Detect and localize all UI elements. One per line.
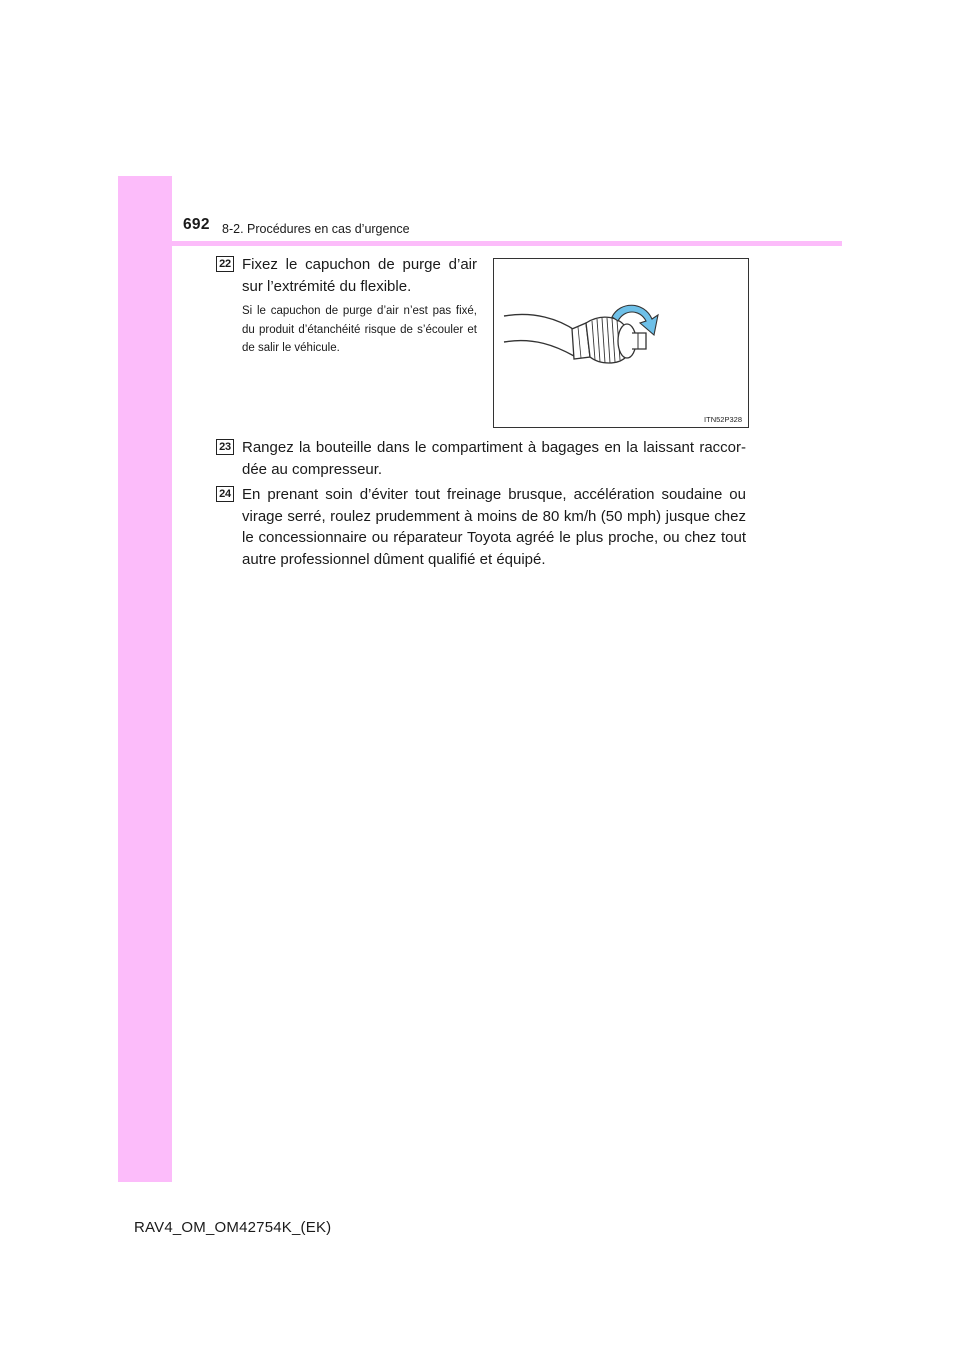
step-number-badge: 24 <box>216 486 234 502</box>
side-accent-band <box>118 176 172 1182</box>
step-instruction: Rangez la bouteille dans le compartiment à bagages en la laissant raccor-dée au compresseur. <box>242 439 746 478</box>
hose-cap-illustration <box>494 259 748 427</box>
figure-code: ITN52P328 <box>704 415 742 424</box>
step-number-badge: 22 <box>216 256 234 272</box>
header-rule <box>118 241 842 246</box>
document-code: RAV4_OM_OM42754K_(EK) <box>134 1219 332 1236</box>
step-instruction: En prenant soin d’éviter tout freinage brusque, accélération soudaine ou virage serré, roulez prudemment à moins de 80 km/h (50 mph) jusque chez le concessionnaire ou réparateur Toyota agréé le plus proche, ou chez tout autre professionnel dûment qualifié et équipé. <box>242 486 746 568</box>
page-number: 692 <box>183 216 210 233</box>
section-title: 8-2. Procédures en cas d’urgence <box>222 222 410 236</box>
figure-hose-cap <box>493 258 749 428</box>
step-instruction: Fixez le capuchon de purge d’air sur l’extrémité du flexible. <box>242 256 477 295</box>
step-note: Si le capuchon de purge d’air n’est pas fixé, du produit d’étanchéité risque de s’écouler et de salir le véhicule. <box>242 305 477 354</box>
step-number-badge: 23 <box>216 439 234 455</box>
